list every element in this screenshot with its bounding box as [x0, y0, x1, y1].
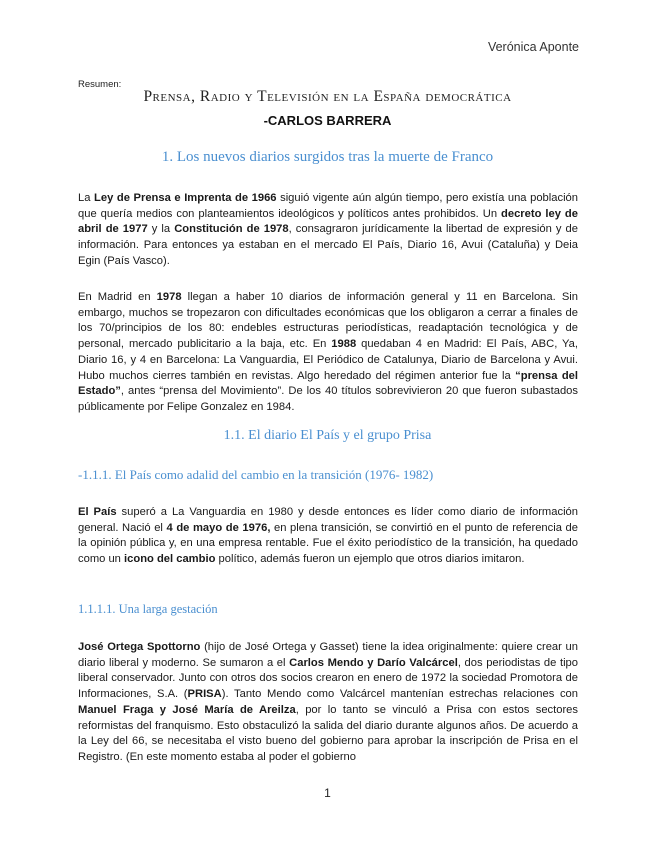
bold-run: Manuel Fraga y José María de Areilza [78, 703, 296, 716]
section-heading-1-1-1: -1.1.1. El País como adalid del cambio en la transición (1976- 1982) [78, 467, 434, 482]
bold-run: Ley de Prensa e Imprenta de 1966 [94, 192, 277, 204]
header-author: Verónica Aponte [487, 40, 579, 54]
bold-run: icono del cambio [124, 553, 216, 566]
section-heading-1: 1. Los nuevos diarios surgidos tras la muerte de Franco [161, 149, 494, 165]
bold-run: decreto ley de abril de 1977 [78, 207, 578, 236]
document-author: -CARLOS BARRERA [263, 113, 392, 128]
paragraph-gestacion: José Ortega Spottorno (hijo de José Ortega y Gasset) tiene la idea originalmente: quiere crear un diario liberal y moderno. Se sumaron a el Carlos Mendo y Darío Valcárcel, dos periodistas de tipo liberal conservador. Junto con otros dos socios crearon en enero de 1972 la sociedad Promotora de Informaciones, S.A. (PRISA). Tanto Mendo como Valcárcel mantenían estrechas relaciones con Manuel Fraga y José María de Areilza, por lo tanto se vinculó a Prisa con estos sectores reformistas del franquismo. Esto obstaculizó la salida del diario durante algunos años. De acuerdo a la Ley del 66, se necesitaba el visto bueno del gobierno para aprobar la inscripción de Prisa en el Registro. (En este momento estaba al poder el gobierno [78, 641, 579, 763]
document-title: Prensa, Radio y Televisión en la España democrática [143, 88, 512, 105]
bold-run: 1978 [156, 291, 182, 303]
section-heading-1-1-1-1: 1.1.1.1. Una larga gestación [78, 602, 218, 616]
bold-run: 4 de mayo de 1976, [166, 521, 271, 534]
bold-run: El País [78, 506, 117, 518]
paragraph-ley-prensa: La Ley de Prensa e Imprenta de 1966 siguió vigente aún algún tiempo, pero existía una población que quería medios con planteamientos ideológicos y políticos antes prohibidos. Un decreto ley de abril de 1977 y la Constitución de 1978, consagraron jurídicamente la libertad de expresión y de información. Para entonces ya estaban en el mercado El País, Diario 16, Avui (Cataluña) y Deia Egin (País Vasco). [78, 192, 578, 267]
resumen-label: Resumen: [78, 79, 122, 90]
page-number: 1 [324, 786, 331, 800]
paragraph-el-pais: El País superó a La Vanguardia en 1980 y desde entonces es líder como diario de información general. Nació el 4 de mayo de 1976, en plena transición, se convirtió en el punto de referencia de la opinión pública y, en una empresa rentable. Fue el éxito periodístico de la transición, ha quedado como un icono del cambio político, además fueron un ejemplo que otros diarios imitaron. [78, 506, 578, 566]
bold-run: José Ortega Spottorno [78, 641, 201, 653]
bold-run: PRISA [187, 688, 222, 701]
section-heading-1-1: 1.1. El diario El País y el grupo Prisa [223, 428, 432, 443]
bold-run: “prensa del Estado” [78, 369, 578, 398]
paragraph-madrid-diarios: En Madrid en 1978 llegan a haber 10 diarios de información general y 11 en Barcelona. Sin embargo, muchos se tropezaron con dificultades económicas que los obligaron a cerrar a finales de los 70/principios de los 80: endebles estructuras periodísticas, readaptación tecnológica y de personal, mercado publicitario a la baja, etc. En 1988 quedaban 4 en Madrid: El País, ABC, Ya, Diario 16, y 4 en Barcelona: La Vanguardia, El Periódico de Catalunya, Diario de Barcelona y Avui. Hubo muchos cierres también en revistas. Algo heredado del régimen anterior fue la “prensa del Estado”, antes “prensa del Movimiento”. De los 40 títulos sobrevivieron 20 que fueron subastados públicamente por Felipe Gonzalez en 1984. [78, 291, 578, 413]
bold-run: Constitución de 1978 [174, 223, 289, 236]
bold-run: 1988 [331, 338, 357, 351]
bold-run: Carlos Mendo y Darío Valcárcel [289, 656, 458, 669]
